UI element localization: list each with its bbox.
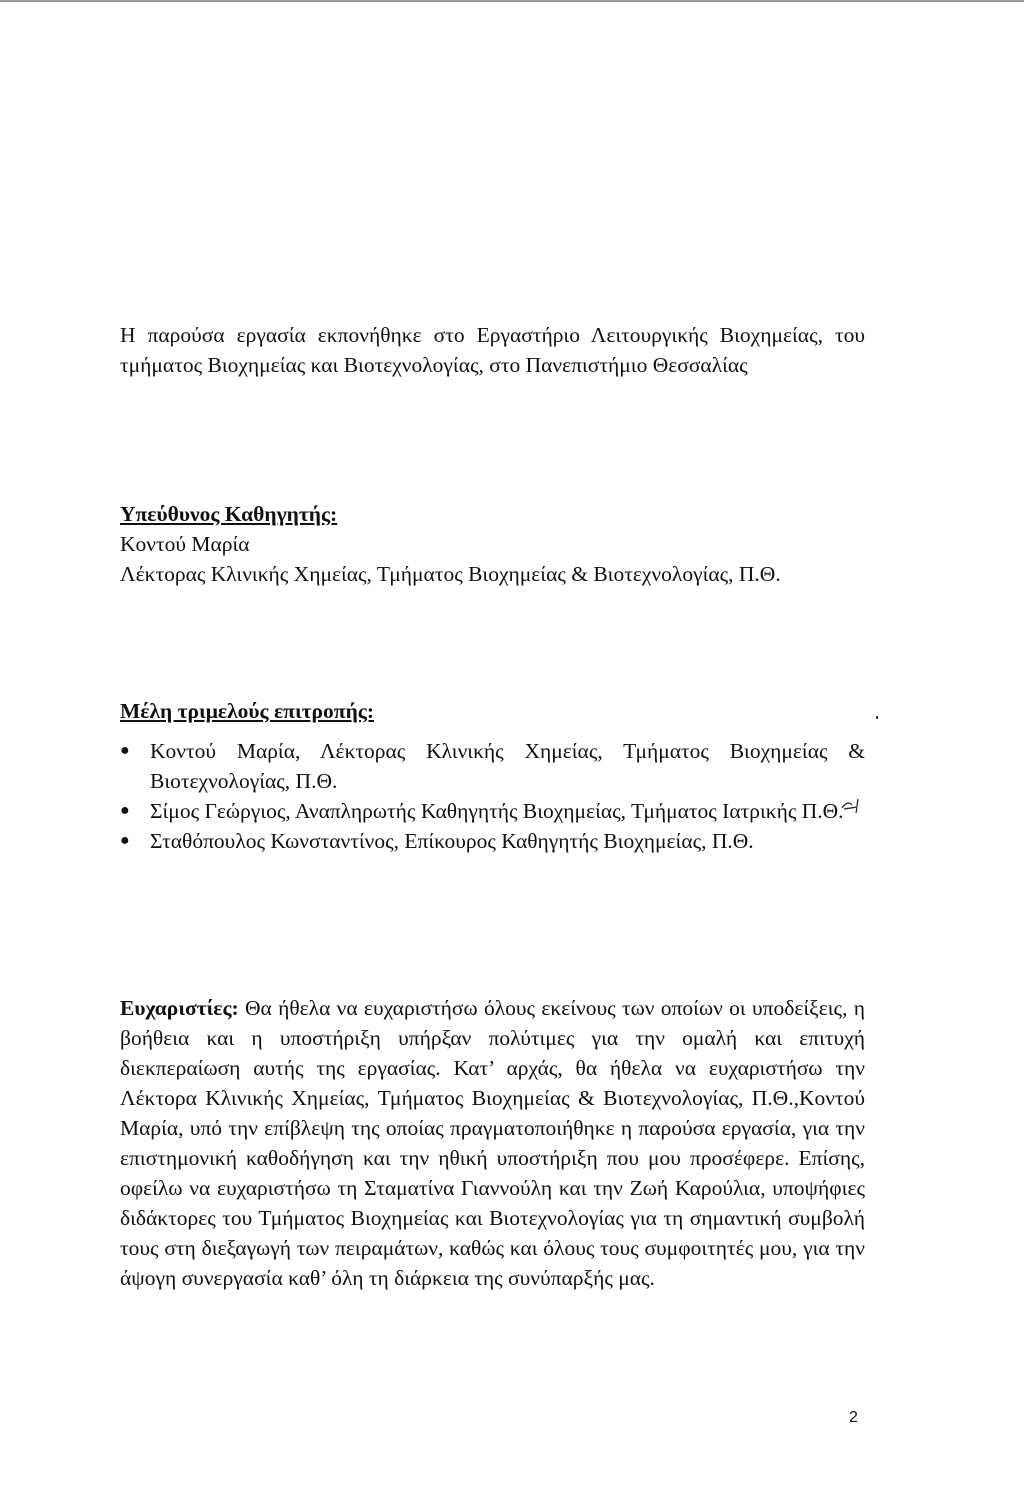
committee-member	[120, 736, 865, 796]
acknowledgements-paragraph	[120, 993, 865, 1293]
committee-member	[120, 826, 865, 856]
supervisor-title: Λέκτορας Κλινικής Χημείας, Τμήματος Βιοχημείας & Βιοτεχνολογίας, Π.Θ.	[120, 562, 781, 586]
bullet-dot-icon: ●	[120, 802, 130, 819]
committee-member-text: Σταθόπουλος Κωνσταντίνος, Επίκουρος Καθηγητής Βιοχημείας, Π.Θ.	[150, 829, 754, 853]
committee-member-text: Κοντού Μαρία, Λέκτορας Κλινικής Χημείας, Τμήματος Βιοχημείας & Βιοτεχνολογίας, Π.Θ.	[150, 739, 865, 793]
committee-heading: Μέλη τριμελούς επιτροπής:	[120, 699, 375, 723]
handwritten-scribble	[840, 796, 864, 814]
supervisor-section	[120, 499, 865, 589]
acknowledgements-body: Θα ήθελα να ευχαριστήσω όλους εκείνους των οποίων οι υποδείξεις, η βοήθεια και η υποστήριξη υπήρξαν πολύτιμες για την ομαλή και επιτυχή διεκπεραίωση αυτής της εργασίας. Κατ’ αρχάς, θα ήθελα να ευχαριστήσω την Λέκτορα Κλινικής Χημείας, Τμήματος Βιοχημείας & Βιοτεχνολογίας, Π.Θ.,Κοντού Μαρία, υπό την επίβλεψη της οποίας πραγματοποιήθηκε η παρούσα εργασία, για την επιστημονική καθοδήγηση και την ηθική υποστήριξη που μου προσέφερε. Επίσης, οφείλω να ευχαριστήσω τη Σταματίνα Γιαννούλη και την Ζωή Καρούλια, υποψήφιες διδάκτορες του Τμήματος Βιοχημείας και Βιοτεχνολογίας για τη σημαντική συμβολή τους στη διεξαγωγή των πειραμάτων, καθώς και όλους τους συμφοιτητές μου, για την άψογη συνεργασία καθ’ όλη τη διάρκεια της συνύπαρξής μας.	[120, 996, 865, 1290]
intro-text: Η παρούσα εργασία εκπονήθηκε στο Εργαστήριο Λειτουργικής Βιοχημείας, του τμήματος Βιοχημείας και Βιοτεχνολογίας, στο Πανεπιστήμιο Θεσσαλίας	[120, 323, 865, 377]
top-edge-rule	[0, 0, 1024, 2]
acknowledgements-text	[120, 993, 865, 1293]
supervisor-heading: Υπεύθυνος Καθηγητής:	[120, 502, 338, 526]
committee-section	[120, 696, 865, 856]
intro-paragraph	[120, 320, 865, 380]
page-number: 2	[849, 1409, 858, 1426]
bullet-dot-icon: ●	[120, 832, 130, 849]
acknowledgements-lead: Ευχαριστίες:	[120, 996, 239, 1020]
bullet-dot-icon: ●	[120, 742, 130, 759]
committee-list	[120, 736, 865, 856]
supervisor-name: Κοντού Μαρία	[120, 532, 250, 556]
stray-ink-mark	[876, 716, 878, 719]
committee-member-text: Σίμος Γεώργιος, Αναπληρωτής Καθηγητής Βιοχημείας, Τμήματος Ιατρικής Π.Θ.	[150, 799, 844, 823]
committee-member	[120, 796, 865, 826]
